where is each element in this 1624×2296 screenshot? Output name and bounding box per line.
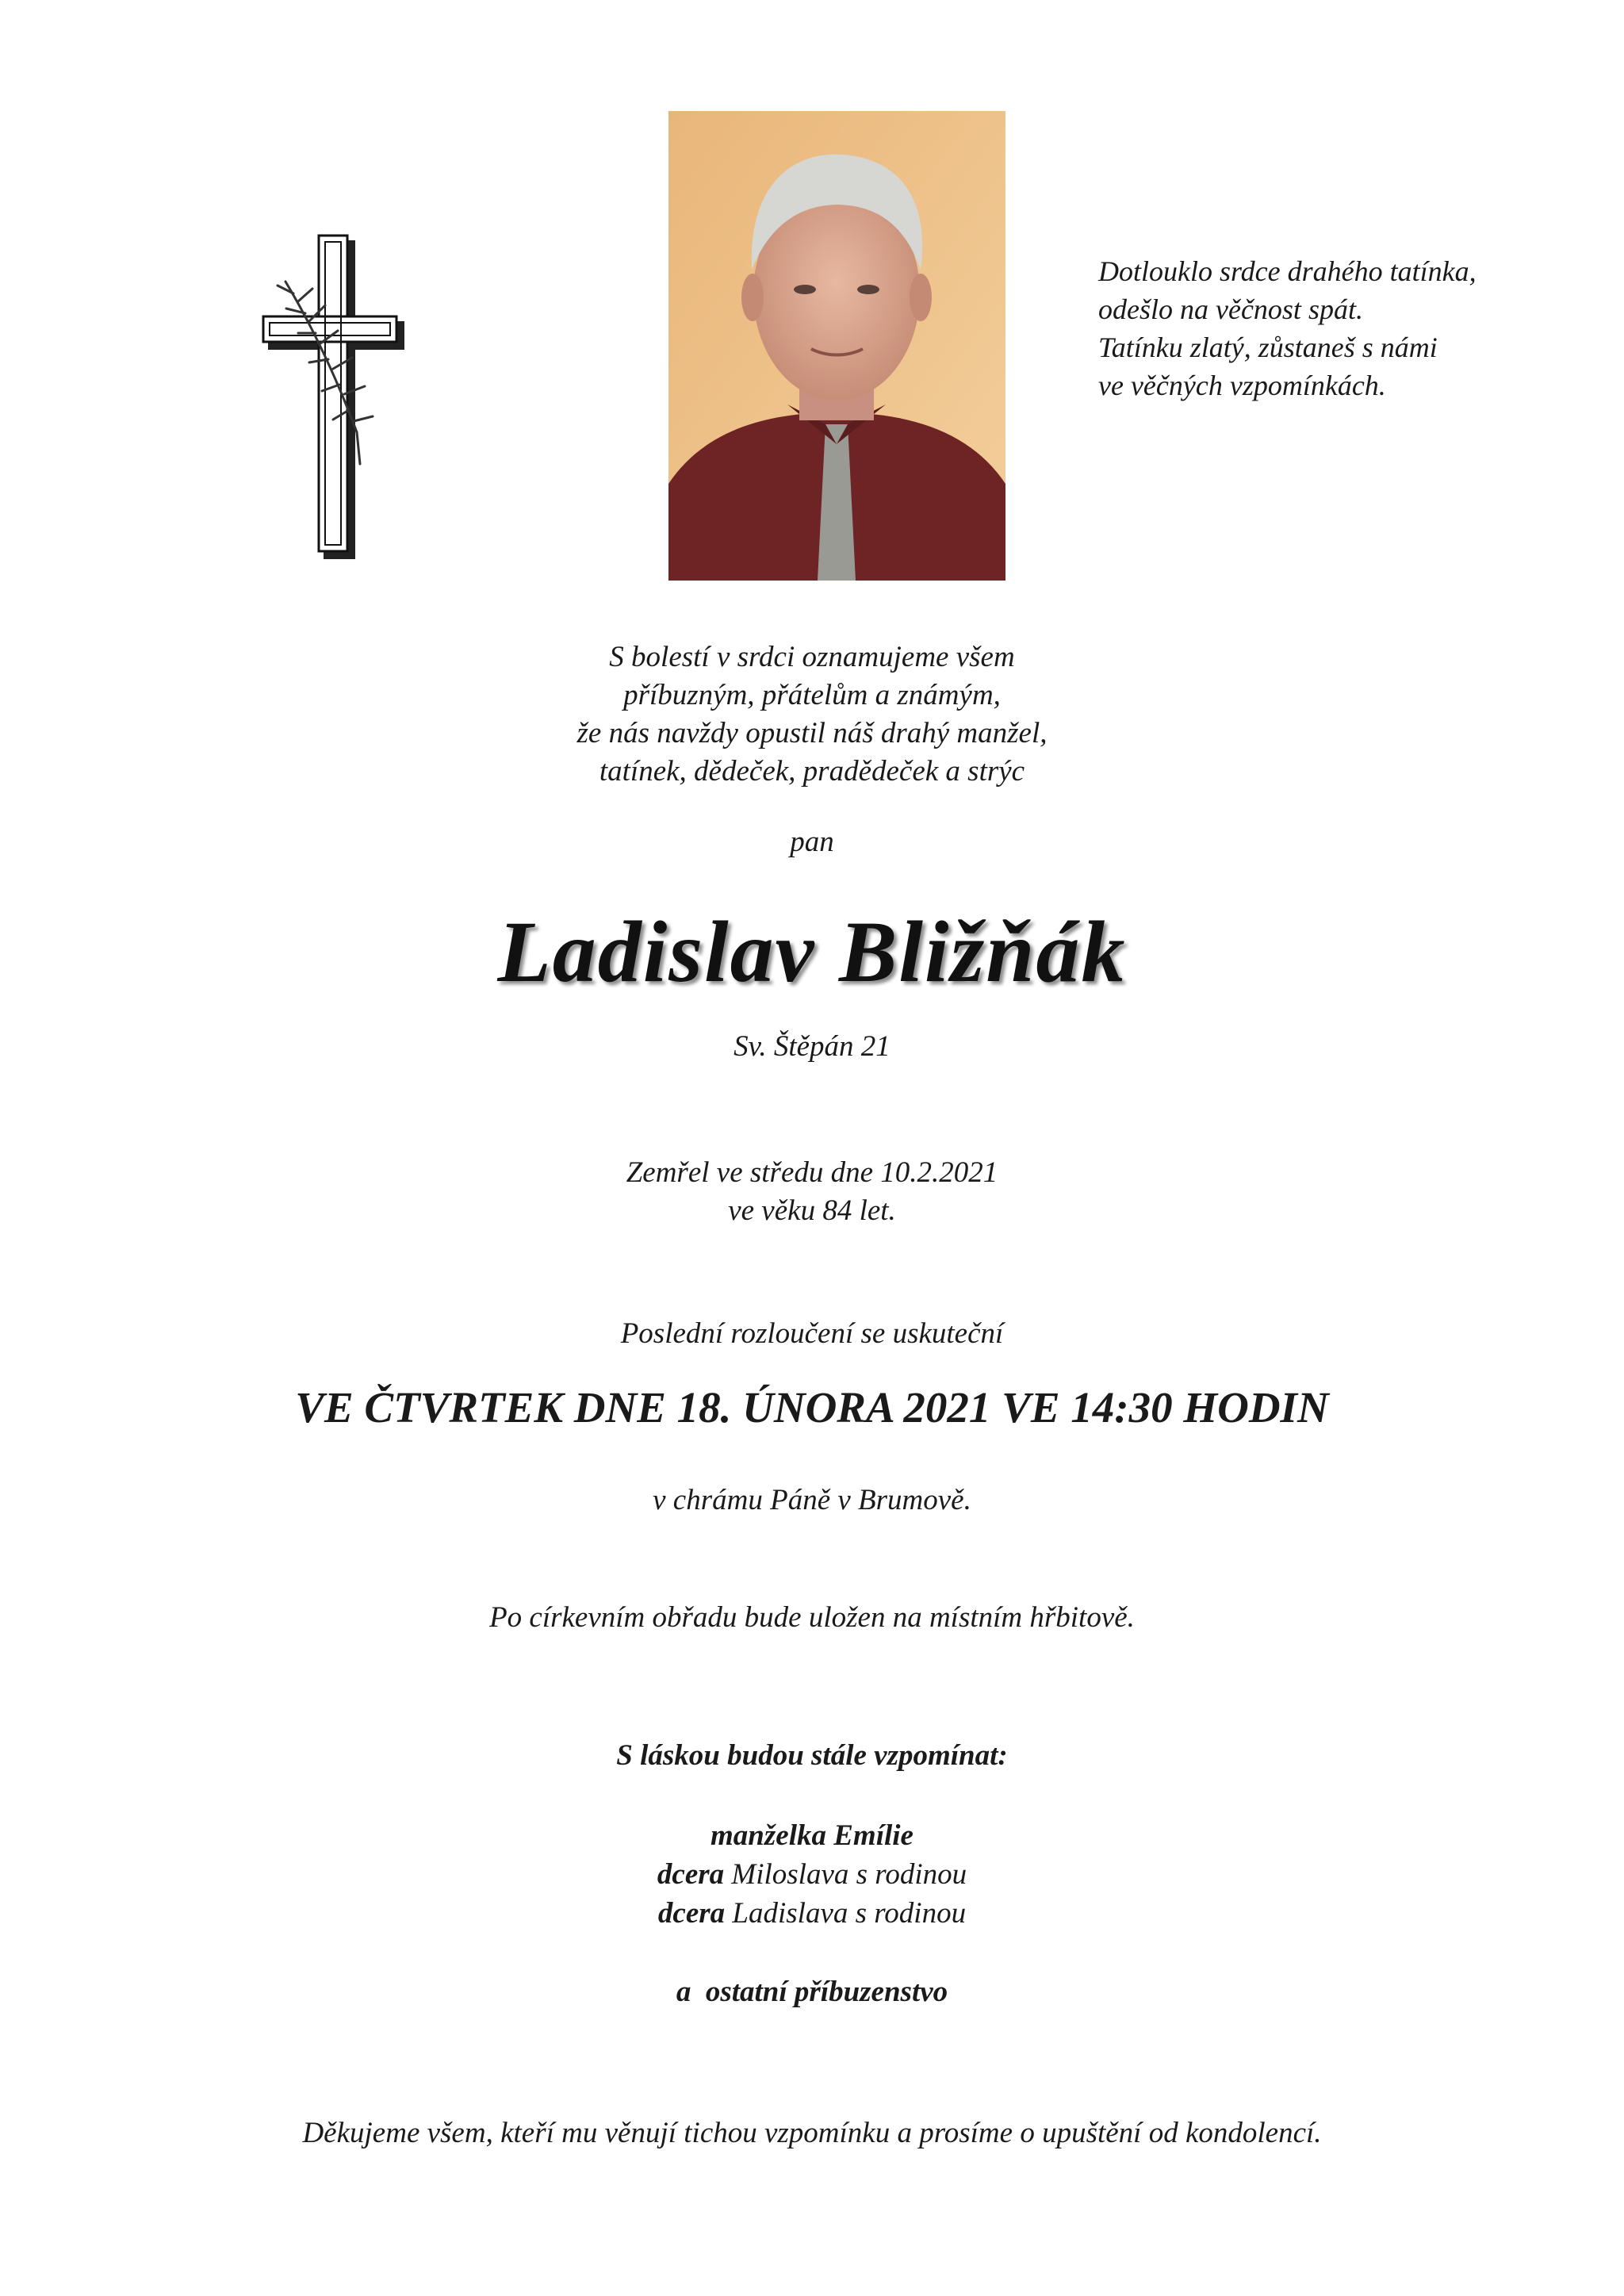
announcement-intro bbox=[336, 638, 1288, 791]
family-role: dcera bbox=[657, 1897, 726, 1930]
portrait-photo bbox=[668, 111, 1005, 581]
thanks-note: Děkujeme všem, kteří mu věnují tichou vzpomínku a prosíme o upuštění od kondolencí. bbox=[302, 2117, 1322, 2149]
poem bbox=[1098, 252, 1574, 404]
intro-line: S bolestí v srdci oznamujeme všem bbox=[609, 641, 1015, 673]
cross-icon bbox=[262, 234, 404, 559]
poem-line: odešlo na věčnost spát. bbox=[1098, 293, 1363, 325]
address: Sv. Štěpán 21 bbox=[733, 1030, 891, 1063]
salutation: pan bbox=[790, 826, 834, 858]
other-relatives: a ostatní příbuzenstvo bbox=[676, 1976, 948, 2008]
intro-line: příbuzným, přátelům a známým, bbox=[623, 679, 1001, 711]
burial-note: Po církevním obřadu bude uložen na místním hřbitově. bbox=[489, 1601, 1135, 1634]
farewell-place: v chrámu Páně v Brumově. bbox=[653, 1484, 971, 1516]
death-date: Zemřel ve středu dne 10.2.2021 bbox=[626, 1156, 998, 1189]
family-member: Miloslava s rodinou bbox=[731, 1858, 967, 1891]
intro-line: že nás navždy opustil náš drahý manžel, bbox=[576, 717, 1048, 749]
family-list bbox=[416, 1816, 1208, 1933]
death-info bbox=[495, 1154, 1129, 1230]
poem-line: Dotlouklo srdce drahého tatínka, bbox=[1098, 255, 1477, 287]
love-line: S láskou budou stále vzpomínat: bbox=[616, 1739, 1008, 1772]
farewell-intro: Poslední rozloučení se uskuteční bbox=[620, 1317, 1004, 1350]
family-role: dcera bbox=[657, 1858, 725, 1891]
death-age: ve věku 84 let. bbox=[728, 1194, 896, 1227]
poem-line: ve věčných vzpomínkách. bbox=[1098, 370, 1386, 401]
family-member: Ladislava s rodinou bbox=[732, 1897, 967, 1930]
family-wife: manželka Emílie bbox=[710, 1819, 914, 1852]
farewell-date: VE ČTVRTEK DNE 18. ÚNORA 2021 VE 14:30 HODIN bbox=[295, 1383, 1329, 1432]
poem-line: Tatínku zlatý, zůstaneš s námi bbox=[1098, 332, 1438, 363]
deceased-name: Ladislav Bližňák bbox=[497, 903, 1127, 1000]
intro-line: tatínek, dědeček, pradědeček a strýc bbox=[599, 755, 1025, 788]
